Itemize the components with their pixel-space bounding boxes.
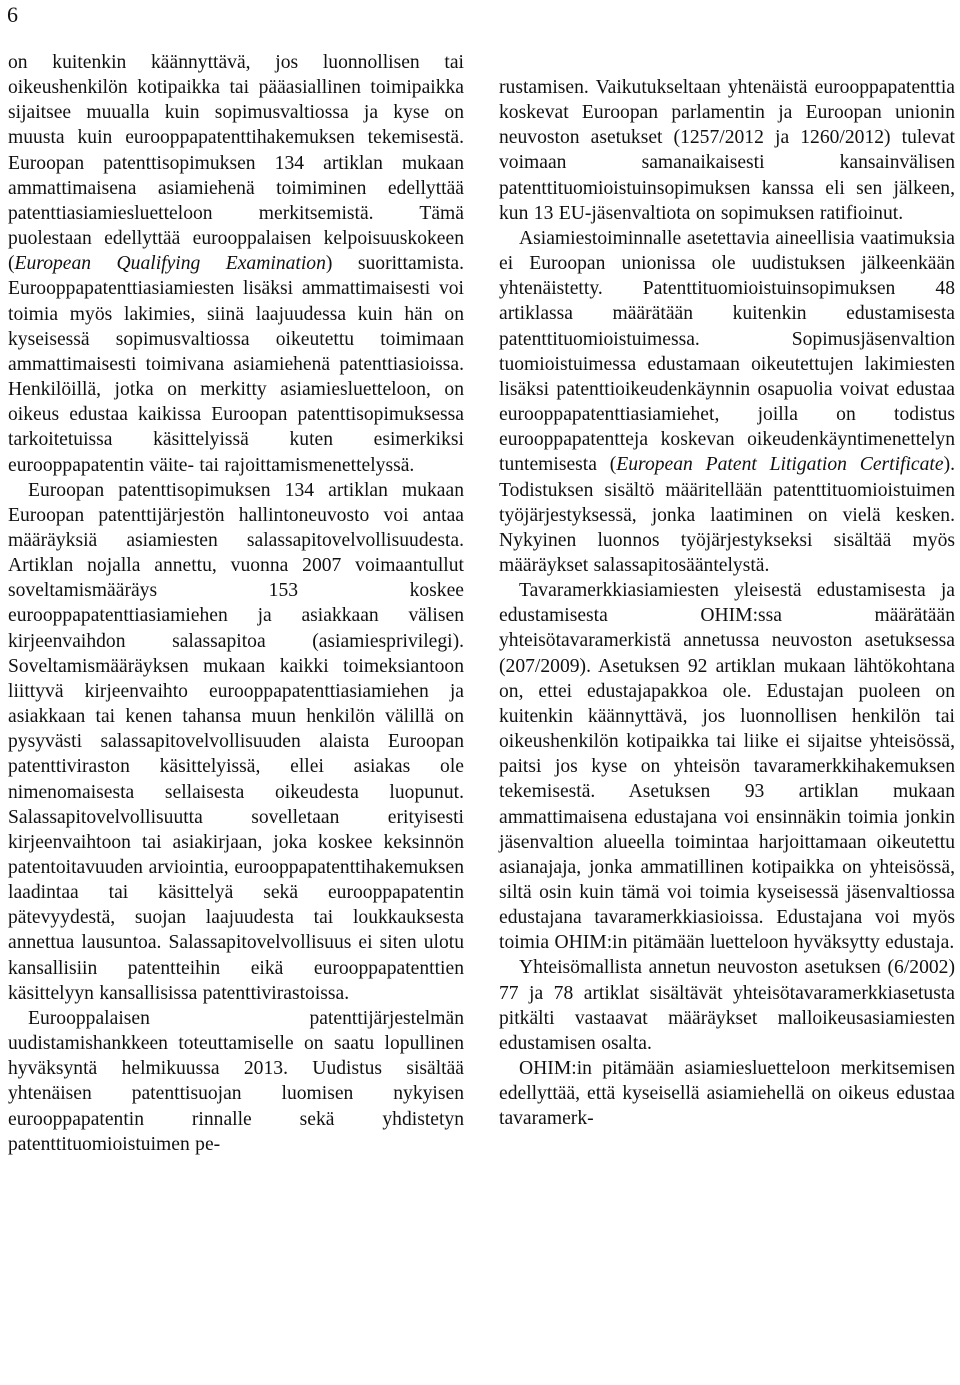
left-paragraph-1 (8, 50, 464, 478)
text-run: on kuitenkin käännyttävä, jos luonnollisen tai oikeushenkilön kotipaikka tai pääasiallinen toimipaikka sijaitsee muualla kuin sopimusvaltiossa ja kyse on muusta kuin eurooppapatenttihakemuksen tekemisestä. Euroopan patenttisopimuksen 134 artiklan mukaan ammattimaisena asiamiehenä toimiminen edellyttää patenttiasiamiesluetteloon merkitsemistä. Tämä puolestaan edellyttää eurooppalaisen kelpoisuuskokeen ( (8, 52, 464, 275)
right-column (499, 75, 955, 1132)
text-run: Yhteisömallista annetun neuvoston asetuksen (6/2002) 77 ja 78 artiklat sisältävät yhteisötavaramerkkiasetusta pitkälti vastaavat määräykset malloikeusasiamiesten edustamisen osalta. (499, 957, 955, 1054)
left-paragraph-3 (8, 1006, 464, 1157)
italic-term: European Qualifying Examination (14, 253, 326, 275)
text-run: rustamisen. Vaikutukseltaan yhtenäistä eurooppapatenttia koskevat Euroopan parlamentin ja Euroopan unionin neuvoston asetukset (1257/2012 ja 1260/2012) tulevat voimaan samanaikaisesti kansainvälisen patenttituomioistuinsopimuksen kanssa eli sen jälkeen, kun 13 EU-jäsenvaltiota on sopimuksen ratifioinut. (499, 77, 955, 224)
left-paragraph-2 (8, 478, 464, 1006)
text-run: ). Todistuksen sisältö määritellään patenttituomioistuimen työjärjestyksessä, jonka laatiminen on vielä kesken. Nykyinen luonnos työjärjestykseksi sisältää myös määräykset salassapitosääntelystä. (499, 454, 955, 576)
italic-term: European Patent Litigation Certificate (616, 454, 944, 476)
right-paragraph-2 (499, 226, 955, 578)
text-run: Euroopan patenttisopimuksen 134 artiklan mukaan Euroopan patenttijärjestön hallintoneuvosto voi antaa määräyksiä asiamiesten salassapitovelvollisuudesta. Artiklan nojalla annettu, vuonna 2007 voimaantullut soveltamismääräys 153 koskee eurooppapatenttiasiamiehen ja asiakkaan välisen kirjeenvaihdon salassapitoa (asiamiesprivilegi). Soveltamismääräyksen mukaan kaikki toimeksiantoon liittyvä kirjeenvaihto eurooppapatenttiasiamiehen ja asiakkaan tai kenen tahansa muun henkilön välillä on pysyvästi salassapitovelvollisuuden alaista Euroopan patenttiviraston käsittelyissä, ellei asiakas ole nimenomaisesta sellaisesta oikeudesta luopunut. Salassapitovelvollisuutta sovelletaan erityisesti kirjeenvaihtoon tai asiakirjaan, joka koskee keksinnön patentoitavuuden arviointia, eurooppapatenttihakemuksen laadintaa tai käsittelyä sekä eurooppapatentin pätevyydestä, suojan laajuudesta tai loukkauksesta annettua lausuntoa. Salassapitovelvollisuus ei siten ulotu kansallisiin patentteihin eikä eurooppapatenttien käsittelyyn kansallisissa patenttivirastoissa. (8, 479, 464, 1004)
text-run: ) suorittamista. Eurooppapatenttiasiamiesten lisäksi ammattimaisesti voi toimia myös lakimies, siinä laajuudessa kuin hän on kyseisessä sopimusvaltiossa oikeutettu toimimaan ammattimaisesti toimivana asiamiehenä patenttiasioissa. Henkilöillä, jotka on merkitty asiamiesluetteloon, on oikeus edustaa kaikissa Euroopan patenttisopimuksessa tarkoitetuissa käsittelyissä kuten esimerkiksi eurooppapatentin väite- tai rajoittamismenettelyssä. (8, 253, 464, 476)
text-run: Eurooppalaisen patenttijärjestelmän uudistamishankkeen toteuttamiselle on saatu lopullinen hyväksyntä helmikuussa 2013. Uudistus sisältää yhtenäisen patenttisuojan luomisen nykyisen eurooppapatentin rinnalle sekä yhdistetyn patenttituomioistuimen pe- (8, 1007, 464, 1155)
text-run: OHIM:in pitämään asiamiesluetteloon merkitsemisen edellyttää, että kyseisellä asiamiehellä on oikeus edustaa tavaramerk- (499, 1058, 955, 1130)
text-run: Asiamiestoiminnalle asetettavia aineellisia vaatimuksia ei Euroopan unionissa ole uudistuksen jälkeenkään yhtenäistetty. Patenttituomioistuinsopimuksen 48 artiklassa määrätään kuitenkin edustamisesta patenttituomioistuimessa. Sopimusjäsenvaltion tuomioistuimessa edustamaan oikeutettujen lakimiesten lisäksi patenttioikeudenkäynnin osapuolia voivat edustaa eurooppapatenttiasiamiehet, joilla on todistus eurooppapatentteja koskevan oikeudenkäyntimenettelyn tuntemisesta ( (499, 227, 955, 476)
right-paragraph-1 (499, 75, 955, 226)
left-column (8, 50, 464, 1157)
right-paragraph-4 (499, 955, 955, 1056)
text-run: Tavaramerkkiasiamiesten yleisestä edustamisesta ja edustamisesta OHIM:ssa määrätään yhteisötavaramerkistä annetussa neuvoston asetuksessa (207/2009). Asetuksen 92 artiklan mukaan lähtökohtana on, ettei edustajapakkoa ole. Edustajan puoleen on kuitenkin käännyttävä, jos luonnollisen henkilön tai oikeushenkilön kotipaikka tai liike ei sijaitse yhteisössä, paitsi jos kyse on yhteisön tavaramerkkihakemuksen tekemisestä. Asetuksen 93 artiklan mukaan ammattimaisena edustajana voi ensinnäkin toimia jonkin jäsenvaltion alueella toimintaa harjoittamaan oikeutettu asianajaja, jonka ammatillinen kotipaikka on yhteisössä, siltä osin kuin tämä voi toimia kyseisessä jäsenvaltiossa edustajana tavaramerkkiasioissa. Edustajana voi myös toimia OHIM:in pitämään luetteloon hyväksytty edustaja. (499, 580, 955, 954)
right-paragraph-5 (499, 1056, 955, 1131)
right-paragraph-3 (499, 578, 955, 955)
page-number: 6 (7, 2, 18, 27)
